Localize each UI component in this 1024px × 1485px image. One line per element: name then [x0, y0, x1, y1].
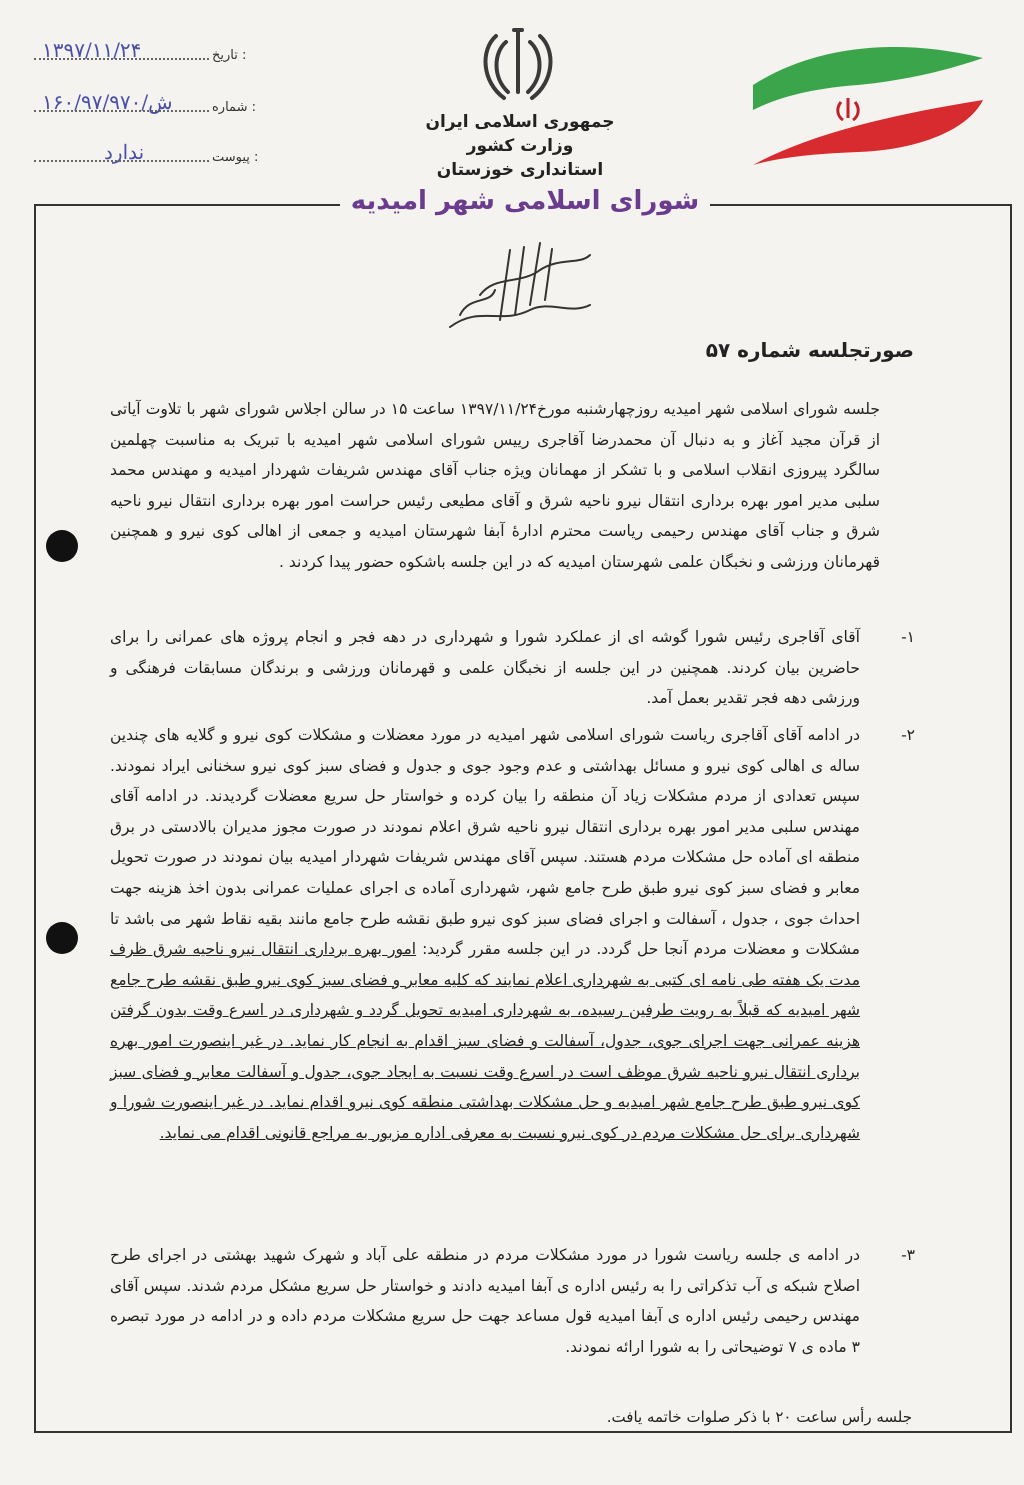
number-label: شماره :	[212, 100, 256, 115]
org-line-3: استانداری خوزستان	[436, 160, 604, 180]
iran-emblem-icon	[476, 22, 560, 106]
intro-paragraph: جلسه شورای اسلامی شهر امیدیه روزچهارشنبه مورخ۱۳۹۷/۱۱/۲۴ ساعت ۱۵ در سالن اجلاس شورای شهر با تلاوت آیاتی از قرآن مجید آغاز و به دنبال آن محمدرضا آقاجری رییس شورای اسلامی شهر امیدیه با تبریک به مناسبت چهلمین سالگرد پیروزی انقلاب اسلامی و با تشکر از مهمانان ویژه جناب آقای مهندس شریفات شهردار امیدیه و مهندس محمد سلبی مدیر امور بهره برداری انتقال نیرو ناحیه شرق و آقای مطیعی رئیس حراست امور بهره برداری انتقال نیرو ناحیه شرق و جناب آقای مهندس رحیمی ریاست محترم ادارهٔ آبفا شهرستان امیدیه و جمعی از اهالی کوی نیرو و همچنین قهرمانان ورزشی و نخبگان علمی شهرستان امیدیه که در این جلسه باشکوه حضور پیدا کردند .	[110, 400, 880, 571]
item-number: ۱-	[901, 628, 915, 646]
attachment-label: پیوست :	[212, 150, 259, 165]
number-value: ۱۶۰/ش/۹۷/۹۷۰	[42, 90, 173, 114]
council-name: شورای اسلامی شهر امیدیه	[340, 186, 710, 216]
punch-hole	[46, 922, 78, 954]
closing-line: جلسه رأس ساعت ۲۰ با ذکر صلوات خاتمه یافت.	[606, 1408, 912, 1426]
item-number: ۳-	[901, 1246, 915, 1264]
basmala-calligraphy-icon	[440, 235, 600, 335]
agenda-item-3	[110, 1240, 915, 1362]
org-line-1: جمهوری اسلامی ایران	[425, 112, 615, 132]
item-text: آقای آقاجری رئیس شورا گوشه ای از عملکرد شورا و شهرداری در دهه فجر و انجام پروژه های عمرانی را برای حاضرین بیان کردند. همچنین در این جلسه از نخبگان علمی و قهرمانان ورزشی و برندگان مسابقات فرهنگی و ورزشی دهه فجر تقدیر بعمل آمد.	[110, 628, 860, 708]
org-line-2: وزارت کشور	[466, 136, 574, 156]
agenda-item-2	[110, 720, 915, 1148]
agenda-item-1	[110, 622, 915, 714]
item-text: در ادامه ی جلسه ریاست شورا در مورد مشکلات مردم در منطقه علی آباد و شهرک شهید بهشتی در اجرای طرح اصلاح شبکه ی آب تذکراتی را به رئیس اداره ی آبفا امیدیه دادند و خواستار حل سریع مشکل مردم شدند. سپس آقای مهندس رحیمی رئیس اداره ی آبفا امیدیه قول مساعد جهت حل سریع مشکلات مردم داده و در ادامه در مورد تبصره ۳ ماده ی ۷ توضیحاتی را به شورا ارائه نمودند.	[110, 1246, 860, 1356]
iran-flag-icon	[748, 40, 988, 170]
item-text: در ادامه آقای آقاجری ریاست شورای اسلامی شهر امیدیه در مورد معضلات و مشکلات کوی نیرو و گلایه های چندین ساله ی اهالی کوی نیرو و مسائل بهداشتی و عدم وجود جوی و جدول و فضای سبز کوی نیرو سخنانی ایراد نمودند. سپس تعدادی از مردم مشکلات زیاد آن منطقه را بیان کرده و خواستار حل سریع معضلات گردیدند. در ادامه آقای مهندس سلبی مدیر امور بهره برداری انتقال نیرو ناحیه شرق اعلام نمودند در صورت مجوز مدیران بالادستی در برق منطقه ای آماده حل مشکلات مردم هستند. سپس آقای مهندس شریفات شهردار امیدیه بیان نمودند در صورت تحویل معابر و فضای سبز کوی نیرو طبق طرح جامع شهر، شهرداری آماده ی اجرای عملیات عمرانی بدون اخذ هزینه جهت احداث جوی ، جدول ، آسفالت و اجرای فضای سبز کوی نیرو طبق نقشه طرح جامع مانند بقیه نقاط شهر می باشد تا مشکلات و معضلات مردم آنجا حل گردد. در این جلسه مقرر گردید:	[110, 726, 860, 959]
attachment-value: ندارد	[104, 140, 145, 164]
date-label: تاریخ :	[212, 48, 247, 63]
item-number: ۲-	[901, 726, 915, 744]
document-title: صورتجلسه شماره ۵۷	[705, 338, 914, 362]
resolution-text: امور بهره برداری انتقال نیرو ناحیه شرق ظرف مدت یک هفته طی نامه ای کتبی به شهرداری اعلام نمایند که کلیه معابر و فضای سبز کوی نیرو طبق نقشه طرح جامع شهر امیدیه که قبلاً به رویت طرفین رسیده، به شهرداری امیدیه تحویل گردد و شهرداری در اسرع وقت بدون گرفتن هزینه عمرانی جهت اجرای جوی، جدول، آسفالت و فضای سبز اقدام به انجام کار نماید. در غیر اینصورت امور بهره برداری انتقال نیرو ناحیه شرق موظف است در اسرع وقت نسبت به ایجاد جوی، جدول و آسفالت معابر و فضای سبز کوی نیرو طبق طرح جامع شهر امیدیه و حل مشکلات بهداشتی منطقه کوی نیرو اقدام نماید. در غیر اینصورت شورا و شهرداری برای حل مشکلات مردم در کوی نیرو نسبت به معرفی اداره مزبور به مراجع قانونی اقدام می نماید.	[110, 940, 860, 1142]
date-value: ۱۳۹۷/۱۱/۲۴	[42, 38, 142, 62]
punch-hole	[46, 530, 78, 562]
